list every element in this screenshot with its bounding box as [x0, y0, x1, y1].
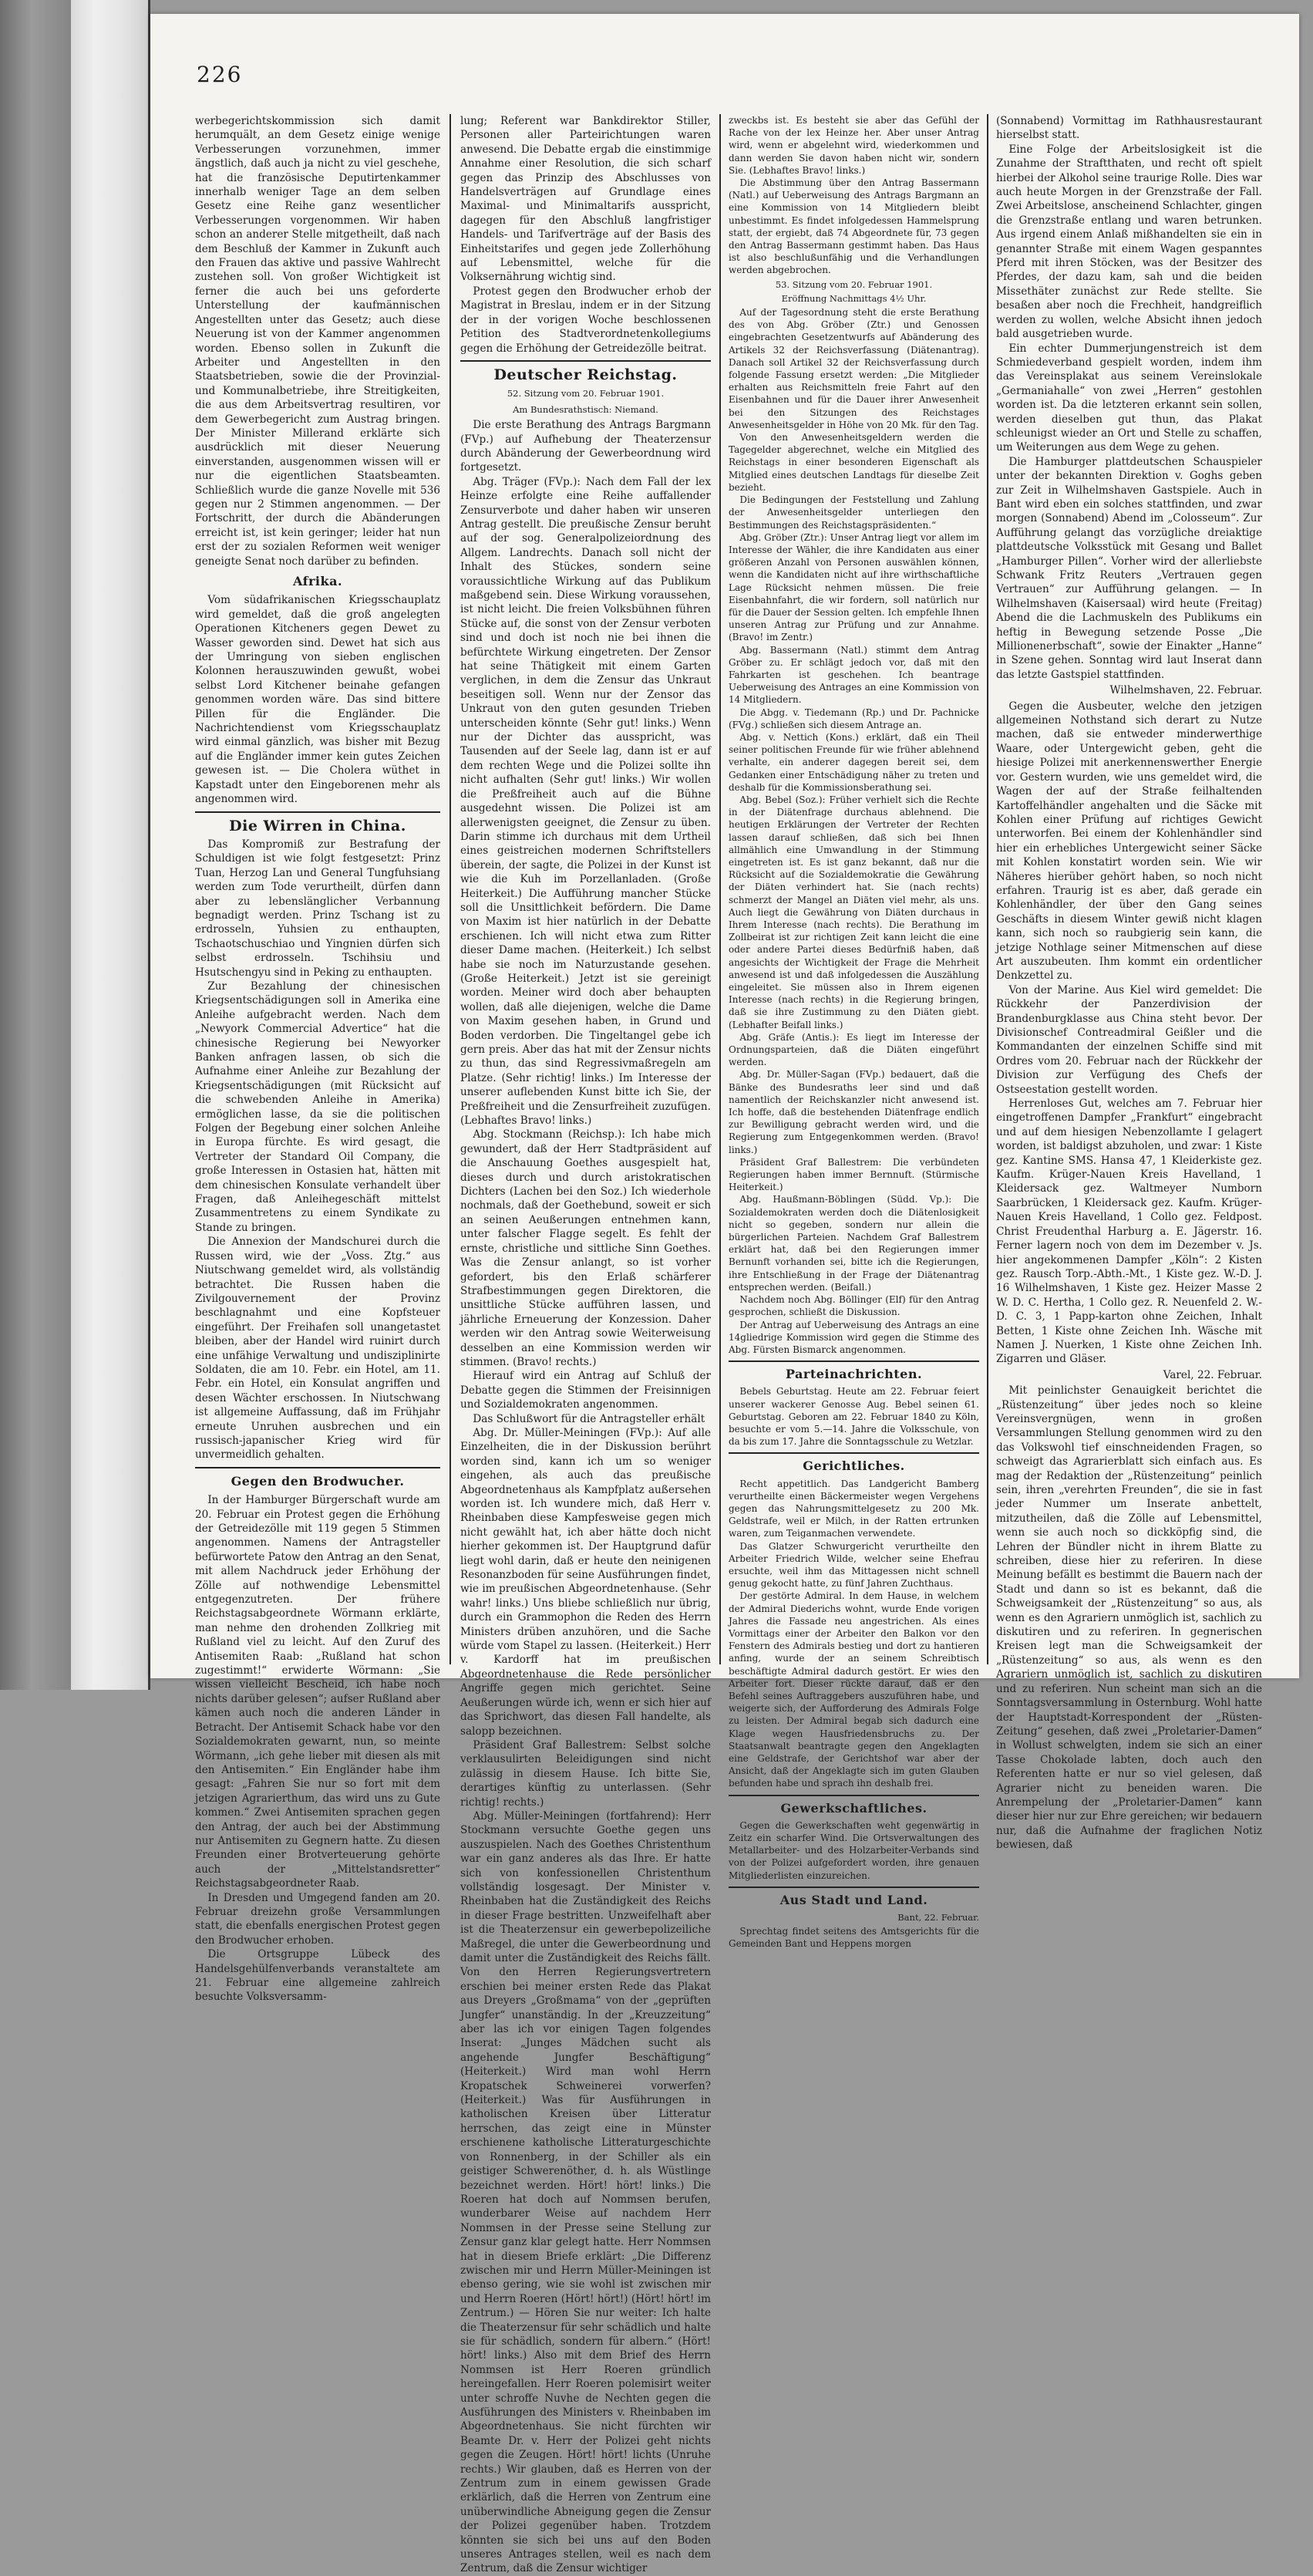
session-note: Eröffnung Nachmittags 4½ Uhr.: [781, 292, 927, 304]
article-paragraph: Bebels Geburtstag. Heute am 22. Februar feiert unserer wackerer Genosse Aug. Bebel seinen 61. Geburtstag. Geboren am 22. Februar 1840 zu Köln, besuchte er vom 5.—14. Jahre die Volksschule, von da bis zum 17. Jahre die Sonntagsschule zu Wetzlar.: [729, 1386, 979, 1448]
article-paragraph: Abg. Stockmann (Reichsp.): Ich habe mich gewundert, daß der Herr Stadtpräsident auf die Anschauung Goethes ausgespielt hat, dieses durch und durch aristokratischen Dichters (Lachen bei den Soz.) Ich wiederhole nochmals, daß der Goethebund, soweit er sich an seinen Aeußerungen entnehmen kann, unter falscher Flagge segelt. Es fehlt der ernste, christliche und sittliche Sinn Goethes. Was die Zensur anlangt, so ist vorher gefordert, bis den Erlaß schärferer Strafbestimmungen gegen Direktoren, die unsittliche Stücke aufführen lassen, und jährliche Erneuerung der Konzession. Daher werden wir den Antrag sowie Weiterweisung desselben an eine Kommission werden wir stimmen. (Bravo! rechts.): [460, 1128, 711, 1368]
article-paragraph: Mit peinlichster Genauigkeit berichtet die „Rüstenzeitung“ über jedes noch so kleine Vereinsvergnügen, wenn in großen Versammlungen Stellung genommen wird zu den das Volkswohl tief einschneidenden Fragen, so schweigt das Agrarierblatt sich einfach aus. Es mag der Redaktion der „Rüstenzeitung“ peinlich sein, ihren „verehrten Freunden“, die sie in fast jeder Nummer um Inserate anbettelt, mitzutheilen, daß die Zölle auf Lebensmittel, wenn sie auch noch so dickköpfig sind, die Lehren der Bündler nicht in ihrem Blatte zu schreiben, diese hier zu referiren. In diese Meinung befällt es bestimmt die Bauern nach der Stadt und dann so ist es bekannt, daß die Schweigsamkeit der „Rüstenzeitung“ so aus, als wenn es den Agrariern unmöglich ist, sachlich zu diskutiren und zu referiren. In gegnerischen Kreisen legt man die Schweigsamkeit der „Rüstenzeitung“ so aus, als wenn es den Agrariern unmöglich ist, sachlich zu diskutiren und zu referiren. Nun scheint man sich an die Sonntagsversammlung in Osternburg. Wohl hatte der Hauptstadt-Korrespondent der „Rüsten-Zeitung“ gesehen, daß zwei „Proletarier-Damen“ in Wollust schwelgten, indem sie sich an einer Tasse Chokolade labten, doch auch den Referenten hatte er nur so viel gelesen, daß Agrarier nicht zu beneiden waren. Die Anrempelung der „Proletarier-Damen“ kann dieser hier nur zur Ehre gereichen; wir bedauern nur, daß die Aufnahme der fraglichen Notiz bewiesen, daß: [996, 1384, 1262, 1852]
article-paragraph: Abg. Gröber (Ztr.): Unser Antrag liegt vor allem im Interesse der Wähler, die ihre Kandidaten aus einer größeren Anzahl von Personen auswählen können, wenn die Kandidaten nicht auf ihre wirthschaftliche Lage Rücksicht nehmen müssen. Die freie Eisenbahnfahrt, die wir fordern, soll natürlich nur für die Dauer der Session gelten. Ich empfehle Ihnen unseren Antrag zur Prüfung und zur Annahme. (Bravo! im Zentr.): [729, 531, 979, 643]
article-paragraph: Gegen die Gewerkschaften weht gegenwärtig in Zeitz ein scharfer Wind. Die Ortsverwaltungen des Metallarbeiter- und des Holzarbeiter-Verbands sind von der Polizei aufgefordert worden, ihre genauen Mitgliederlisten einzureichen.: [729, 1819, 979, 1881]
section-divider: [729, 1886, 979, 1888]
page-number: 226: [197, 62, 243, 87]
article-paragraph: Recht appetitlich. Das Landgericht Bamberg verurtheilte einen Bäckermeister wegen Vergehens gegen das Nahrungsmittelgesetz zu 200 Mk. Geldstrafe, weil er Milch, in der Ratten ertrunken waren, zum Teiganmachen verwendete.: [729, 1478, 979, 1539]
section-divider: [460, 360, 711, 362]
article-paragraph: Abg. Müller-Meiningen (fortfahrend): Herr Stockmann versuchte Goethe gegen uns auszuspielen. Nach des Goethes Christenthum war ein ganz anderes als das Ihre. Er hatte sich von konfessionellen Christenthum vollständig losgesagt. Der Minister v. Rheinbaben hat die Zuständigkeit des Reichs in dieser Frage bestritten. Unzweifelhaft aber ist die Theaterzensur ein gewerbepolizeiliche Maßregel, die unter die Gewerbeordnung und damit unter die Zuständigkeit des Reichs fällt. Von den Herren Regierungsvertretern erschien bei meiner ersten Rede das Plakat aus Dreyers „Großmama“ von der „geprüften Jungfer“ unanständig. In der „Kreuzzeitung“ aber las ich vor einigen Tagen folgendes Inserat: „Junges Mädchen sucht als angehende Jungfer Beschäftigung“ (Heiterkeit.) Wird man wohl Herrn Kropatschek Schweinerei vorwerfen? (Heiterkeit.) Was für Ausführungen in katholischen Kreisen über Litteratur herrschen, das zeigt eine in Münster erschienene katholische Litteraturgeschichte von Ronnenberg, in der Schiller als ein geistiger Schwerenöther, d. h. als Wüstlinge bezeichnet werden. Hört! hört! links.) Die Roeren hat doch auf Nommsen berufen, wunderbarer Weise auf nachdem Herr Nommsen in der Presse seine Stellung zur Zensur ganz klar gelegt hatte. Herr Nommsen hat in diesem Briefe erklärt: „Die Differenz zwischen mir und Herrn Müller-Meiningen ist ebenso gering, wie sie wohl ist zwischen mir und Herrn Roeren (Hört! hört!) (Hört! hört! im Zentrum.) — Hören Sie nur weiter: Ich halte die Theaterzensur für sehr schädlich und halte sie für schädlich, sondern für albern.“ (Hört! hört! links.) Also mit dem Brief des Herrn Nommsen ist Herr Roeren gründlich hereingefallen. Herr Roeren polemisirt weiter unter schroffe Nuvhe de Nechten gegen die Ausführungen des Ministers v. Rheinbaben im Abgeordnetenhaus. Sie nicht fürchten wir Beamte Dr. v. Herr der Polizei geht nichts gegen die Zeugen. Hört! hört! lichts (Unruhe rechts.) Wir glauben, daß es Herren von der Zentrum zum in einem gewissen Grade erklärlich, daß die Herren von Zentrum eine unüberwindliche Abneigung gegen die Zensur der Polizei gegenüber haben. Trotzdem könnten sie sich bei uns auf den Boden unseres Antrages stellen, weil es nach dem Zentrum, daß die Zensur wichtiger: [460, 1809, 711, 2575]
article-paragraph: Der Antrag auf Ueberweisung des Antrags an eine 14gliedrige Kommission wird gegen die Stimme des Abg. Fürsten Bismarck angenommen.: [729, 1319, 979, 1355]
article-paragraph: Abg. Dr. Müller-Sagan (FVp.) bedauert, daß die Bänke des Bundesraths leer sind und daß namentlich der Reichskanzler nicht anwesend ist. Ich hoffe, daß die bestehenden Diätenfrage endlich zur Bewilligung gebracht werden wird, und die Regierung zum Entgegenkommen werden. (Bravo! links.): [729, 1069, 979, 1155]
column-rule: [449, 114, 451, 1664]
article-paragraph: Von der Marine. Aus Kiel wird gemeldet: Die Rückkehr der Panzerdivision der Brandenburgklasse aus China steht bevor. Der Divisionschef Contreadmiral Geißler und die Kommandanten der einzelnen Schiffe sind mit Ordres vom 20. Februar nach der Rückkehr der Division zur Verfügung des Chefs der Ostseestation gestellt worden.: [996, 983, 1262, 1096]
article-paragraph: werbegerichtskommission sich damit herumquält, an dem Gesetz einige wenige Verbesserungen vorzunehmen, immer ängstlich, daß auch ja nicht zu viel geschehe, hat die französische Deputirtenkammer innerhalb weniger Tage an dem selben Gesetz eine Reihe ganz wesentlicher Verbesserungen vorgenommen. Wir haben schon an anderer Stelle mitgetheilt, daß nach dem Beschluß der Kammer in Zukunft auch den Frauen das aktive und passive Wahlrecht zustehen soll. Von großer Wichtigkeit ist ferner die auch bei uns geforderte Unterstellung der kaufmännischen Angestellten unter das Gesetz; auch diese Neuerung ist von der Kammer angenommen worden. Ebenso sollen in Zukunft die Arbeiter und Angestellten in den Staatsbetrieben, sowie die der Provinzial- und Kommunalbetriebe, ihre Streitigkeiten, die aus dem Arbeitsvertrag resultiren, vor dem Gewerbegericht zum Austrag bringen. Der Minister Millerand erklärte sich ausdrücklich mit dieser Neuerung einverstanden, ausgenommen wissen will er nur die eigentlichen Staatsbeamten. Schließlich wurde die ganze Novelle mit 536 gegen nur 2 Stimmen angenommen. — Der Fortschritt, der durch die Abänderungen erreicht ist, ist kein geringer; leider hat nun erst der zu sozialen Reformen weit weniger geneigte Senat noch darüber zu befinden.: [195, 115, 440, 568]
article-paragraph: Präsident Graf Ballestrem: Die verbündeten Regierungen haben immer Bernnuft. (Stürmische Heiterkeit.): [729, 1156, 979, 1193]
dateline: Wilhelmshaven, 22. Februar.: [1109, 684, 1262, 697]
book-binding: [0, 0, 71, 1690]
article-paragraph: Abg. Bassermann (Natl.) stimmt dem Antrag Gröber zu. Er schlägt jedoch vor, daß mit den Fahrkarten ist geschehen. Ich beantrage Ueberweisung des Antrages an eine Kommission von 14 Mitgliedern.: [729, 644, 979, 706]
newspaper-page: [150, 14, 1299, 2575]
article-paragraph: (Sonnabend) Vormittag im Rathhausrestaurant hierselbst statt.: [996, 115, 1262, 142]
section-heading-reichstag: Deutscher Reichstag.: [493, 366, 678, 383]
article-paragraph: In der Hamburger Bürgerschaft wurde am 20. Februar ein Protest gegen die Erhöhung der Getreidezölle mit 119 gegen 5 Stimmen angenommen. Namens der Antragsteller befürwortete Patow den Antrag an den Senat, mit allem Nachdruck jeder Erhöhung der Zölle auf nothwendige Lebensmittel entgegenzutreten. Der frühere Reichstagsabgeordnete Wörmann erklärte, man nehme den drohenden Zollkrieg mit Rußland viel zu leicht. Auf den Zuruf des Antisemiten Raab: „Rußland hat schon zugestimmt!“ erwiderte Wörmann: „Sie wissen vielleicht Bescheid, ich habe noch nichts darüber gelesen“; aufser Rußland aber kämen auch noch die anderen Länder in Betracht. Der Antisemit Schack habe vor den Sozialdemokraten gewarnt, nun, so meinte Wörmann, „ich gehe lieber mit diesen als mit den Antisemiten.“ Ein Engländer habe ihm gesagt: „Fahren Sie nur so fort mit dem jetzigen Agrarierthum, das wird uns zu Gute kommen.“ Zwei Antisemiten sprachen gegen den Antrag, der auch bei der Abstimmung nur Antisemiten zu Gegnern hatte. Zu diesen Freunden einer Brotverteuerung gehörte auch der „Mittelstandsretter“ Reichstagsabgeordneter Raab.: [195, 1494, 440, 1890]
section-heading-stadt-und-land: Aus Stadt und Land.: [779, 1892, 928, 1907]
article-paragraph: Die Abstimmung über den Antrag Bassermann (Natl.) auf Ueberweisung des Antrags Bargmann an eine Kommission von 14 Mitgliedern bleibt unbestimmt. Es findet infolgedessen Hammelsprung statt, der ergiebt, daß 74 Abgeordnete für, 73 gegen den Antrag Bassermann gestimmt haben. Das Haus ist also beschlußunfähig und die Verhandlungen werden abgebrochen.: [729, 177, 979, 276]
article-paragraph: Protest gegen den Brodwucher erhob der Magistrat in Breslau, indem er in der Sitzung der in der vorigen Woche beschlossenen Petition des Stadtverordnetenkollegiums gegen die Erhöhung der Getreidezölle beitrat.: [460, 285, 711, 355]
article-paragraph: Von den Anwesenheitsgeldern werden die Tagegelder abgerechnet, welche ein Mitglied des Reichstags in einer besonderen Eigenschaft als Mitglied eines deutschen Landtags für dieselbe Zeit bezieht.: [729, 432, 979, 493]
article-paragraph: Präsident Graf Ballestrem: Selbst solche verklausulirten Beleidigungen sind nicht zulässig in diesem Hause. Ich bitte Sie, derartiges künftig zu unterlassen. (Sehr richtig! rechts.): [460, 1738, 711, 1809]
column-1: [195, 114, 440, 2004]
article-paragraph: Vom südafrikanischen Kriegsschauplatz wird gemeldet, daß die groß angelegten Operationen Kitcheners gegen Dewet zu Wasser geworden sind. Dewet hat sich aus der Umringung von sieben englischen Kolonnen herauszuwinden gewußt, wobei selbst Lord Kitchener beinahe gefangen genommen worden wäre. Das sind bittere Pillen für die Engländer. Die Nachrichtendienst vom Kriegsschauplatz wird einmal gänzlich, was bisher mit Bezug auf die Engländer immer kein gutes Zeichen gewesen ist. — Die Cholera wüthet in Kapstadt unter den Eingeborenen mehr als angenommen wird.: [195, 594, 440, 806]
article-paragraph: Ein echter Dummerjungenstreich ist dem Schmiedeverband gespielt worden, indem ihm das Vereinsplakat aus seinem Vereinslokale „Germaniahalle“ von zwei „Herren“ gestohlen worden ist. Da die letzteren erkannt sein sollen, werden dieselben gut thun, das Plakat schleunigst wieder an Ort und Stelle zu schaffen, um Weiterungen aus dem Wege zu gehen.: [996, 342, 1262, 454]
section-divider: [729, 1795, 979, 1796]
section-divider: [195, 1467, 440, 1468]
session-date: 52. Sitzung vom 20. Februar 1901.: [507, 388, 665, 400]
article-paragraph: Die Abgg. v. Tiedemann (Rp.) und Dr. Pachnicke (FVg.) schließen sich diesem Antrage an.: [729, 706, 979, 730]
article-paragraph: Abg. Dr. Müller-Meiningen (FVp.): Auf alle Einzelheiten, die in der Diskussion berührt worden sind, kann ich um so weniger eingehen, als auch das preußische Abgeordnetenhaus als Kampfplatz außersehen worden ist. Ich wundere mich, daß Herr v. Rheinbaben diese Kampfesweise gegen mich nicht gewählt hat, ich aber hätte doch nicht hierher gekommen ist. Der Hauptgrund dafür liegt wohl darin, daß er heute den neinigenen Resonanzboden für seine Ausführungen findet, wie im preußischen Abgeordnetenhause. (Sehr wahr! links.) Uns bliebe schließlich nur übrig, durch ein Grammophon die Reden des Herrn Ministers drüben anzuhören, und die Sache würde vom Stapel zu lassen. (Heiterkeit.) Herr v. Kardorff hat im preußischen Abgeordnetenhause die Rede persönlicher Angriffe gegen mich gerichtet. Seine Aeußerungen würde ich, wenn er sich hier auf das Sprichwort, das diesen Fall handelte, als salopp bezeichnen.: [460, 1426, 711, 1738]
article-paragraph: Eine Folge der Arbeitslosigkeit ist die Zunahme der Straftthaten, und recht oft spielt hierbei der Alkohol seine traurige Rolle. Dies war auch heute Morgen in der Grenzstraße der Fall. Zwei Arbeitslose, anscheinend Schlachter, gingen die Grenzstraße entlang und waren betrunken. Aus irgend einem Anlaß mißhandelten sie ein in genannter Straße mit einem Wagen gespanntes Pferd mit ihren Stöcken, was der Besitzer des Pferdes, der dazu kam, sah und die beiden Missethäter zunächst zur Rede stellte. Sie besaßen aber noch die Frechheit, handgreiflich werden zu wollen, welche Absicht ihnen jedoch bald ausgetrieben wurde.: [996, 143, 1262, 341]
section-divider: [195, 811, 440, 813]
article-paragraph: zweckbs ist. Es besteht sie aber das Gefühl der Rache von der lex Heinze her. Aber unser Antrag wird, wenn er abgelehnt wird, wiederkommen und dann werden Sie davon haben nicht wir, sondern Sie. (Lebhaftes Bravo! links.): [729, 115, 979, 176]
session-note: Am Bundesrathstisch: Niemand.: [513, 403, 658, 415]
article-paragraph: Die Hamburger plattdeutschen Schauspieler unter der bekannten Direktion v. Goghs geben zur Zeit in Wilhelmshaven Gastspiele. Auch in Bant wird eben ein solches stattfinden, und zwar morgen (Sonnabend) Abend im „Colosseum“. Zur Aufführung gelangt das vorzügliche dreiaktige plattdeutsche Volksstück mit Gesang und Ballet „Hamburger Pillen“. Vorher wird der allerliebste Schwank Fritz Reuters „Vertrauen gegen Vertrauen“ zur Aufführung gelangen. — In Wilhelmshaven (Kaisersaal) wird heute (Freitag) Abend die die Lachmuskeln des Publikums ein heftig in Bewegung setzende Posse „Die Millionenerbschaft“, sowie der Einakter „Hanne“ in Szene gehen. Sonntag wird laut Inserat dann das letzte Gastspiel stattfinden.: [996, 455, 1262, 681]
section-heading-parteinachrichten: Parteinachrichten.: [785, 1367, 923, 1382]
article-paragraph: Herrenloses Gut, welches am 7. Februar hier eingetroffenen Dampfer „Frankfurt“ eingebracht und auf dem hiesigen Nebenzollamte I gelagert worden, ist baldigst abzuholen, und zwar: 1 Kiste gez. Kantine SMS. Hansa 47, 1 Kleiderkiste gez. Kaufm. Krüger-Nauen Kreis Havelland, 1 Kleidersack gez. Waltmeyer Numborn Saarbrücken, 1 Kleidersack gez. Kaufm. Krüger-Nauen Kreis Havelland, 1 Collo gez. Feldpost. Christ Freudenthal Harburg a. E. Jägerstr. 16. Ferner lagern noch von dem im Dezember v. Js. hier angekommenen Dampfer „Köln“: 2 Kisten gez. Rausch Torp.-Abth.-Mt., 1 Kiste gez. W.-D. J. 16 Wilhelmshaven, 1 Kiste gez. Heizer Masse 2 W. D. C. Hertha, 1 Collo gez. R. Neuenfeld 2. W.-D. C. 3, 1 Papp-karton ohne Zeichen, Inhalt Betten, 1 Kiste ohne Zeichen Inh. Wäsche mit Namen J. Nuerken, 1 Kiste ohne Zeichen Inh. Zigarren und Gläser.: [996, 1097, 1262, 1366]
article-paragraph: Gegen die Ausbeuter, welche den jetzigen allgemeinen Nothstand sich derart zu Nutze machen, daß sie entweder minderwerthige Waare, oder Untergewicht geben, geht die hiesige Polizei mit anerkennenswerther Energie vor. Gestern wurden, wie uns gemeldet wird, die Wagen der auf der Straße feilhaltenden Kartoffelhändler angehalten und die Säcke mit Kohlen einer Prüfung auf richtiges Gewicht unterworfen. Bei einem der Kohlenhändler sind hier ein erhebliches Untergewicht seiner Säcke mit Kohlen konstatirt worden sein. Wie wir Näheres hierüber gehört haben, so noch nicht erfahren. Traurig ist es aber, daß gerade ein Kohlenhändler, der über den Gang seines Geschäfts in diesem Winter gewiß nicht klagen kann, sich noch so raubgierig sein kann, die jetzige Nothlage seiner Mitmenschen auf diese Art auszubeuten. Ihm kommt ein ordentlicher Denkzettel zu.: [996, 700, 1262, 983]
column-2: [460, 114, 711, 2575]
dateline: Varel, 22. Februar.: [1163, 1368, 1262, 1381]
article-paragraph: Abg. Träger (FVp.): Nach dem Fall der lex Heinze erfolgte eine Reihe auffallender Zensurverbote und daher haben wir unseren Antrag gestellt. Die preußische Zensur beruht auf der sog. Generalpolizeiordnung des Allgem. Landrechts. Danach soll nicht der Inhalt des Stückes, sondern seine voraussichtliche Wirkung auf das Publikum maßgebend sein. Diese Wirkung voraussehen, ist nicht leicht. Die freien Volksbühnen führen Stücke auf, die sonst von der Zensur verboten sind und doch ist noch nie bei ihnen die befürchtete Wirkung eingetreten. Der Zensor hat seine Thätigkeit mit einem Garten verglichen, in dem die Zensur das Unkraut beseitigen soll. Wenn nur der Zensor das Unkraut von den guten gesunden Trieben unterscheiden könnte (Sehr gut! links.) Wenn nur der Dichter das ausspricht, was Tausenden auf der Seele lag, dann ist er auf dem rechten Wege und die Polizei sollte ihn nicht aufhalten (Sehr gut! links.) Wir wollen die Preßfreiheit auch auf die Bühne ausgedehnt wissen. Die Polizei ist am allerwenigsten geeignet, die Zensur zu üben. Darin stimme ich durchaus mit dem Urtheil eines geistreichen modernen Schriftstellers überein, der sagte, die Polizei in der Kunst ist wie die Kuh im Porzellanladen. (Große Heiterkeit.) Die Aufführung mancher Stücke soll die Unsittlichkeit befördern. Die Dame von Maxim ist hier natürlich in der Debatte erschienen. Ich will nicht etwa zum Ritter dieser Dame machen. (Heiterkeit.) Ich selbst habe sie noch im Naturzustande gesehen. (Große Heiterkeit.) Jetzt ist sie gereinigt worden. Meiner wird doch aber behaupten wollen, daß alle diejenigen, welche die Dame von Maxim gesehen haben, in Grund und Boden verdorben. Die Tingeltangel gebe ich gern preis. Aber das hat mit der Zensur nichts zu thun, das sind Regressivmaßregeln am Platze. (Sehr richtig! links.) Im Interesse der unserer auflebenden Kunst bitte ich Sie, der Preßfreiheit und die Zensurfreiheit zuzufügen. (Lebhaftes Bravo! links.): [460, 475, 711, 1128]
article-paragraph: Das Glatzer Schwurgericht verurtheilte den Arbeiter Friedrich Wilde, welcher seine Ehefrau ersuchte, weil ihm das Mittagessen nicht schnell genug gekocht hatte, zu fünf Jahren Zuchthaus.: [729, 1540, 979, 1590]
column-rule: [719, 114, 721, 1664]
article-paragraph: Zur Bezahlung der chinesischen Kriegsentschädigungen soll in Amerika eine Anleihe aufgebracht werden. Nach dem „Newyork Commercial Advertice“ hat die chinesische Regierung bei Newyorker Banken anfragen lassen, ob sich die Aufnahme einer Anleihe zur Bezahlung der Kriegsentschädigungen (mit Rücksicht auf die schwebenden Anleihe in Amerika) ermöglichen lasse, da sie die politischen Folgen der Begebung einer solchen Anleihe in Europa fürchte. Es wird gesagt, die Vertreter der Standard Oil Company, die große Interessen in Ostasien hat, hätten mit dem chinesischen Konsulate verhandelt über Fragen, daß Anleihegeschäft mittelst Zusammentretens zu einem Syndikate zu Stande zu bringen.: [195, 979, 440, 1234]
section-heading-brodwucher: Gegen den Brodwucher.: [231, 1473, 405, 1489]
section-heading-gerichtliches: Gerichtliches.: [803, 1458, 905, 1474]
column-4: [996, 114, 1262, 1852]
article-paragraph: lung; Referent war Bankdirektor Stiller, Personen aller Parteirichtungen waren anwesend. Die Debatte ergab die einstimmige Annahme einer Resolution, die sich scharf gegen das Prinzip des Abschlusses von Handelsverträgen auf Grundlage eines Maximal- und Minimaltarifs ausspricht, dagegen für den Abschluß langfristiger Handels- und Tarifverträge auf der Basis des Einheitstarifes und gegen jede Zollerhöhung auf Lebensmittel, welche für die Volksernährung wichtig sind.: [460, 115, 711, 284]
article-paragraph: Abg. Bebel (Soz.): Früher verhielt sich die Rechte in der Diätenfrage durchaus ablehnend. Die heutigen Erklärungen der Vertreter der Rechten lassen darauf schließen, daß sich bei Ihnen allmählich eine Umwandlung in der Stimmung eingetreten ist. Es ist ganz bekannt, daß nur die Rücksicht auf die Sozialdemokratie die Gewährung der Diäten verhindert hat. Sie (nach rechts) schmerzt der Mangel an Diäten viel mehr, als uns. Auch liegt die Gewährung von Diäten durchaus in Ihrem Interesse (nach rechts). Die Berathung im Zollbeirat ist zur richtigen Zeit kann leicht die eine oder andere Partei dieses Bedürfniß haben, daß angesichts der Wichtigkeit der Frage die Mehrheit anwesend ist und daß infolgedessen die Auszählung eingeleitet. Sie müssen also in Ihrem eigenen Interesse (nach rechts) in die Regierung bringen, daß sie ihre Zustimmung zu den Diäten giebt. (Lebhafter Beifall links.): [729, 794, 979, 1030]
section-heading-china: Die Wirren in China.: [229, 817, 406, 835]
article-paragraph: Sprechtag findet seitens des Amtsgerichts für die Gemeinden Bant und Heppens morgen: [729, 1926, 979, 1950]
article-paragraph: Die Annexion der Mandschurei durch die Russen wird, wie der „Voss. Ztg.“ aus Niutschwang gemeldet wird, als vollständig betrachtet. Die Russen haben die Zivilgouvernement der Provinz beschlagnahmt und eine Kopfsteuer eingeführt. Der Freihafen soll unangetastet bleiben, aber der Handel wird ruinirt durch eine unfähige Verwaltung und undisziplinirte Soldaten, die am 10. Febr. ein Hotel, am 11. Febr. ein Hotel, ein Konsulat angriffen und desen Wächter erschossen. In Niutschwang ist allgemeine Auffassung, daß im Frühjahr erneute Unruhen ausbrechen und ein russisch-japanischer Krieg wird für unvermeidlich gehalten.: [195, 1236, 440, 1462]
section-divider: [729, 1360, 979, 1362]
article-paragraph: Auf der Tagesordnung steht die erste Berathung des von Abg. Gröber (Ztr.) und Genossen eingebrachten Gesetzentwurfs auf Abänderung des Artikels 32 der Reichsverfassung (Diätenantrag). Danach soll Artikel 32 der Reichsverfassung durch folgende Fassung ersetzt werden: „Die Mitglieder erhalten aus Reichsmitteln freie Fahrt auf den Eisenbahnen und für die Dauer ihrer Anwesenheit bei den Sitzungen des Reichstages Anwesenheitsgelder in Höhe von 20 Mk. für den Tag.: [729, 307, 979, 430]
article-paragraph: Das Kompromiß zur Bestrafung der Schuldigen ist wie folgt festgesetzt: Prinz Tuan, Herzog Lan und General Tungfuhsiang werden zum Tode verurtheilt, dürfen dann aber zu lebenslänglicher Verbannung begnadigt werden. Prinz Tschang ist zu erdrosseln, Yuhsien zu enthaupten, Tschaotschuschiao und Yingnien dürfen sich selbst erdrosseln. Tschihsiu und Hsutschengyu sind in Peking zu enthaupten.: [195, 838, 440, 979]
article-paragraph: In Dresden und Umgegend fanden am 20. Februar dreizehn große Versammlungen statt, die ebenfalls energischen Protest gegen den Brodwucher erhoben.: [195, 1891, 440, 1947]
column-rule: [987, 114, 988, 1664]
dateline: Bant, 22. Februar.: [897, 1912, 979, 1924]
article-paragraph: Das Schlußwort für die Antragsteller erhält: [473, 1412, 705, 1425]
article-paragraph: Abg. Haußmann-Böblingen (Südd. Vp.): Die Sozialdemokraten werden doch die Diätenlosigkeit nicht so gegeben, sondern nur allein die bürgerlichen Parteien. Nachdem Graf Ballestrem erklärt hat, daß bei den Regierungen immer Bernunft vorhanden sei, bitte ich die Regierungen, ihre Entschließung in der Frage der Diätenantrag entsprechen werden. (Beifall.): [729, 1194, 979, 1293]
article-paragraph: Nachdem noch Abg. Böllinger (Elf) für den Antrag gesprochen, schließt die Diskussion.: [729, 1294, 979, 1318]
article-paragraph: Abg. v. Nettich (Kons.) erklärt, daß ein Theil seiner politischen Freunde für wie früher ablehnend verhalte, ein anderer dagegen bereit sei, dem Gedanken einer Entschädigung näher zu treten und deshalb für die Kommissionsberathung sei.: [729, 731, 979, 793]
section-divider: [729, 1452, 979, 1454]
article-paragraph: Der gestörte Admiral. In dem Hause, in welchem der Admiral Diederichs wohnt, wurde Ende vorigen Jahres die Fassade neu angestrichen. Als eines Vormittags einer der Arbeiter den Balkon vor den Fenstern des Admirals bestieg und dort zu hantieren anfing, wurde der an seinem Schreibtisch beschäftigte Admiral dadurch gestört. Er wies den Arbeiter fort. Dieser rückte darauf, daß er den Befehl seines Auftraggebers auszuführen habe, und weigerte sich, der Aufforderung des Admirals Folge zu leisten. Der Admiral begab sich dadurch eine Klage wegen Hausfriedensbruchs zu. Der Staatsanwalt beantragte gegen den Angeklagten eine Geldstrafe, der Gerichtshof war aber der Ansicht, daß der Angeklagte sich im guten Glauben befunden habe und sprach ihn deshalb frei.: [729, 1590, 979, 1789]
article-paragraph: Hierauf wird ein Antrag auf Schluß der Debatte gegen die Stimmen der Freisinnigen und Sozialdemokraten angenommen.: [460, 1370, 711, 1411]
article-paragraph: Die Ortsgruppe Lübeck des Handelsgehülfenverbands veranstaltete am 21. Februar eine allgemeine zahlreich besuchte Volksversamm-: [195, 1948, 440, 2004]
page-gutter: [71, 0, 150, 1690]
article-paragraph: Die erste Berathung des Antrags Bargmann (FVp.) auf Aufhebung der Theaterzensur durch Abänderung der Gewerbeordnung wird fortgesetzt.: [460, 419, 711, 474]
article-paragraph: Abg. Gräfe (Antis.): Es liegt im Interesse der Ordnungsparteien, daß die Diäten eingeführt werden.: [729, 1031, 979, 1068]
section-heading-gewerkschaftliches: Gewerkschaftliches.: [780, 1800, 928, 1816]
article-paragraph: Die Bedingungen der Feststellung und Zahlung der Anwesenheitsgelder unterliegen den Bestimmungen des Reichstagspräsidenten.“: [729, 494, 979, 531]
column-3: [729, 114, 979, 1950]
session-date: 53. Sitzung vom 20. Februar 1901.: [775, 278, 933, 290]
section-heading-afrika: Afrika.: [292, 574, 343, 588]
